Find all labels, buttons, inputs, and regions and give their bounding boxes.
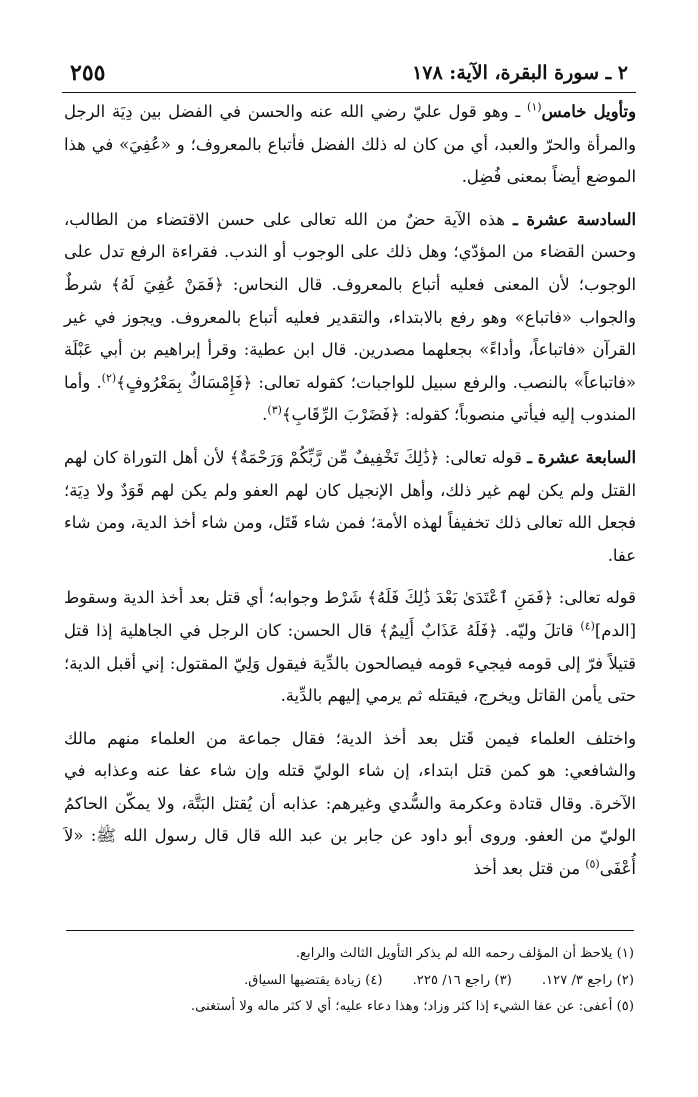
footnotes <box>66 930 634 1021</box>
footnote-3: (٣) راجع ١٦/ ٢٢٥. <box>412 972 512 988</box>
paragraph-sixteenth <box>64 204 636 432</box>
footnote-ref: (٤) <box>580 619 595 633</box>
paragraph-text: . <box>262 405 268 425</box>
paragraph-transgression <box>64 582 636 712</box>
page-number: ٢٥٥ <box>70 60 106 86</box>
footnote-2: (٢) راجع ٣/ ١٢٧. <box>541 972 634 988</box>
running-title: ٢ ـ سورة البقرة، الآية: ١٧٨ <box>412 62 628 84</box>
footnote-ref: (٥) <box>585 857 600 871</box>
paragraph-heading: السادسة عشرة ـ <box>512 209 636 229</box>
paragraph-text: من قتل بعد أخذ <box>473 859 586 879</box>
paragraph-text: ـ وهو قول عليّ رضي الله عنه والحسن في الفضل بين دِيَة الرجل والمرأة والحرّ والعبد، أي من كان له ذلك الفضل فأتباع بالمعروف؛ و «عُفِيَ» في هذا الموضع أيضاً بمعنى فُضِل. <box>64 102 636 187</box>
footnote-1: (١) يلاحظ أن المؤلف رحمه الله لم يذكر التأويل الثالث والرابع. <box>295 946 634 961</box>
paragraph-scholars-disagreement <box>64 723 636 886</box>
paragraph-text: . وأما المندوب إليه فيأتي منصوباً؛ كقوله: ﴿فَضَرْبَ الرِّقَابِ﴾ <box>64 372 636 425</box>
footnote-ref: (١) <box>527 100 542 114</box>
paragraph-heading: وتأويل خامس <box>541 102 636 121</box>
paragraph-text: قاتلَ وليّه. ﴿فَلَهُ عَذَابٌ أَلِيمٌ﴾ قال الحسن: كان الرجل في الجاهلية إذا قتل قتيلاً فرّ إلى قومه فيجيء قومه فيصالحون بالدِّية فيقول وَلِيّ المقتول: إني أقبل الدية؛ حتى يأمن القاتل ويخرج، فيقتله ثم يرمي إليهم بالدِّية. <box>64 620 636 706</box>
paragraph-seventeenth <box>64 442 636 572</box>
paragraph-text: هذه الآية حضٌ من الله تعالى على حسن الاقتضاء من الطالب، وحسن القضاء من المؤدّي؛ وهل ذلك على الوجوب أو الندب. فقراءة الرفع تدل على الوجوب؛ لأن المعنى فعليه أتباع بالمعروف. قال النحاس: ﴿فَمَنْ عُفِيَ لَهُ﴾ شرطٌ والجواب «فاتباع» وهو رفع بالابتداء، والتقدير فعليه أتباع بالمعروف. ويجوز في غير القرآن «فاتباعاً، وأداءً» بجعلهما مصدرين. قال ابن عطية: وقرأ إبراهيم بن أبي عَبْلَة «فاتباعاً» بالنصب. والرفع سبيل للواجبات؛ كقوله تعالى: ﴿فَإِمْسَاكٌ بِمَعْرُوفٍ﴾ <box>64 209 636 392</box>
paragraph-text: قوله تعالى: ﴿ذَٰلِكَ تَخْفِيفٌ مِّن رَّبِّكُمْ وَرَحْمَةٌ﴾ لأن أهل التوراة كان لهم القتل ولم يكن لهم غير ذلك، وأهل الإنجيل كان لهم العفو ولم يكن لهم قَوَدٌ ولا دِيَة؛ فجعل الله تعالى ذلك تخفيفاً لهذه الأمة؛ فمن شاء قَتَل، ومن شاء أخذ الدية، ومن شاء عفا. <box>64 447 636 565</box>
paragraph-fifth-interpretation <box>64 96 636 194</box>
paragraph-text: قوله تعالى: ﴿فَمَنِ ٱعْتَدَىٰ بَعْدَ ذَٰلِكَ فَلَهُ﴾ شَرْط وجوابه؛ أي قتل بعد أخذ الدية وسقوط [الدم] <box>64 588 636 640</box>
paragraph-heading: السابعة عشرة ـ <box>527 447 636 467</box>
footnote-ref: (٣) <box>267 403 282 417</box>
footnote-ref: (٢) <box>101 371 117 385</box>
main-text <box>64 96 636 886</box>
paragraph-text: واختلف العلماء فيمن قَتل بعد أخذ الدية؛ فقال جماعة من العلماء منهم مالك والشافعي: هو كمن قتل ابتداء، إن شاء الوليّ قتله وإن شاء عفا عنه وعذابه في الآخرة. وقال قتادة وعكرمة والسُّدي وغيرهم: عذابه أن يُقتل البَتَّة، ولا يمكّن الحاكمُ الوليّ من العفو. وروى أبو داود عن جابر بن عبد الله قال قال رسول الله ﷺ: «لاَ أُعْفَى <box>64 728 636 879</box>
footnote-5: (٥) أعفى: عن عفا الشيء إذا كثر وزاد؛ وهذا دعاء عليه؛ أي لا كثر ماله ولا أستغنى. <box>190 999 634 1014</box>
footnote-row-2-4 <box>66 968 634 995</box>
page-header <box>62 58 636 93</box>
footnote-4: (٤) زيادة يقتضيها السياق. <box>244 972 383 988</box>
